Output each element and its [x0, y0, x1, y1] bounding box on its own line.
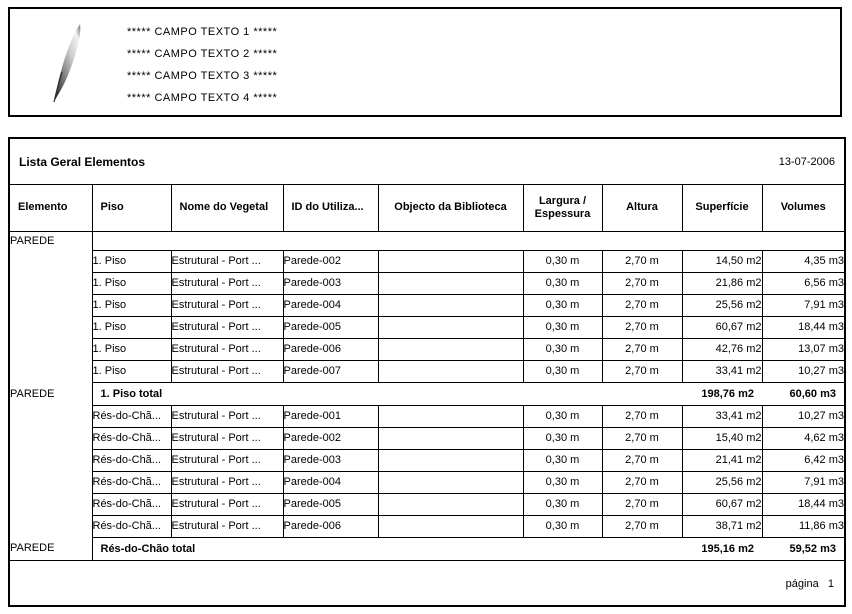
- table-row: [10, 294, 844, 316]
- vegetal-cell: Estrutural - Port ...: [171, 515, 283, 537]
- col-header-id-do-utilizador: ID do Utiliza...: [283, 185, 378, 231]
- id-cell: Parede-002: [283, 250, 378, 272]
- id-cell: Parede-006: [283, 338, 378, 360]
- vegetal-cell: Estrutural - Port ...: [171, 272, 283, 294]
- elemento-cell: [10, 449, 92, 471]
- id-cell: Parede-003: [283, 449, 378, 471]
- group-row-spacer: [92, 231, 844, 250]
- superficie-cell: 25,56 m2: [682, 471, 762, 493]
- col-header-piso: Piso: [92, 185, 171, 231]
- volume-cell: 6,56 m3: [762, 272, 844, 294]
- report-date: 13-07-2006: [778, 155, 835, 168]
- table-row: [10, 316, 844, 338]
- largura-cell: 0,30 m: [523, 515, 602, 537]
- letterhead-line: ***** CAMPO TEXTO 1 *****: [127, 26, 278, 38]
- group-row-parede: [10, 231, 844, 250]
- col-header-superficie: Superfície: [682, 185, 762, 231]
- volume-cell: 18,44 m3: [762, 493, 844, 515]
- col-header-elemento: Elemento: [10, 185, 92, 231]
- id-cell: Parede-006: [283, 515, 378, 537]
- report-title: Lista Geral Elementos: [19, 154, 146, 169]
- table-row: [10, 272, 844, 294]
- largura-cell: 0,30 m: [523, 493, 602, 515]
- col-header-objecto-da-biblioteca: Objecto da Biblioteca: [378, 185, 523, 231]
- id-cell: Parede-004: [283, 294, 378, 316]
- piso-cell: 1. Piso: [92, 294, 171, 316]
- altura-cell: 2,70 m: [602, 493, 682, 515]
- subtotal-label: Rés-do-Chão total: [92, 537, 682, 560]
- volume-cell: 10,27 m3: [762, 360, 844, 382]
- feather-icon: [46, 20, 86, 104]
- vegetal-cell: Estrutural - Port ...: [171, 294, 283, 316]
- superficie-cell: 60,67 m2: [682, 493, 762, 515]
- piso-cell: 1. Piso: [92, 250, 171, 272]
- largura-cell: 0,30 m: [523, 338, 602, 360]
- piso-cell: Rés-do-Chã...: [92, 515, 171, 537]
- col-header-largura-espessura: [523, 185, 602, 231]
- volume-cell: 13,07 m3: [762, 338, 844, 360]
- elemento-cell: PAREDE: [10, 382, 92, 405]
- id-cell: Parede-003: [283, 272, 378, 294]
- superficie-cell: 42,76 m2: [682, 338, 762, 360]
- objecto-cell: [378, 294, 523, 316]
- piso-cell: Rés-do-Chã...: [92, 493, 171, 515]
- vegetal-cell: Estrutural - Port ...: [171, 449, 283, 471]
- vegetal-cell: Estrutural - Port ...: [171, 427, 283, 449]
- vegetal-cell: Estrutural - Port ...: [171, 250, 283, 272]
- largura-cell: 0,30 m: [523, 471, 602, 493]
- superficie-cell: 14,50 m2: [682, 250, 762, 272]
- table-row: [10, 427, 844, 449]
- elemento-cell: [10, 515, 92, 537]
- letterhead-line: ***** CAMPO TEXTO 2 *****: [127, 48, 278, 60]
- subtotal-row-piso1: [10, 382, 844, 405]
- superficie-cell: 15,40 m2: [682, 427, 762, 449]
- letterhead-lines: [127, 21, 277, 109]
- objecto-cell: [378, 316, 523, 338]
- volume-cell: 7,91 m3: [762, 294, 844, 316]
- altura-cell: 2,70 m: [602, 250, 682, 272]
- largura-cell: 0,30 m: [523, 272, 602, 294]
- table-row: [10, 250, 844, 272]
- subtotal-row-res-do-chao: [10, 537, 844, 560]
- superficie-cell: 33,41 m2: [682, 360, 762, 382]
- largura-cell: 0,30 m: [523, 316, 602, 338]
- largura-cell: 0,30 m: [523, 250, 602, 272]
- id-cell: Parede-007: [283, 360, 378, 382]
- superficie-cell: 21,86 m2: [682, 272, 762, 294]
- volume-cell: 4,62 m3: [762, 427, 844, 449]
- id-cell: Parede-002: [283, 427, 378, 449]
- vegetal-cell: Estrutural - Port ...: [171, 471, 283, 493]
- page-number: página 1: [785, 578, 834, 590]
- vegetal-cell: Estrutural - Port ...: [171, 316, 283, 338]
- volume-cell: 7,91 m3: [762, 471, 844, 493]
- col-header-largura-line1: Largura /: [538, 194, 587, 207]
- subtotal-volume: 59,52 m3: [762, 537, 844, 560]
- subtotal-volume: 60,60 m3: [762, 382, 844, 405]
- superficie-cell: 21,41 m2: [682, 449, 762, 471]
- altura-cell: 2,70 m: [602, 360, 682, 382]
- objecto-cell: [378, 449, 523, 471]
- subtotal-superficie: 198,76 m2: [682, 382, 762, 405]
- elemento-cell: [10, 294, 92, 316]
- subtotal-label: 1. Piso total: [92, 382, 682, 405]
- elemento-cell: PAREDE: [10, 537, 92, 560]
- altura-cell: 2,70 m: [602, 427, 682, 449]
- id-cell: Parede-004: [283, 471, 378, 493]
- altura-cell: 2,70 m: [602, 316, 682, 338]
- piso-cell: Rés-do-Chã...: [92, 471, 171, 493]
- volume-cell: 6,42 m3: [762, 449, 844, 471]
- volume-cell: 18,44 m3: [762, 316, 844, 338]
- altura-cell: 2,70 m: [602, 471, 682, 493]
- elemento-cell: [10, 316, 92, 338]
- col-header-volumes: Volumes: [762, 185, 844, 231]
- largura-cell: 0,30 m: [523, 360, 602, 382]
- objecto-cell: [378, 405, 523, 427]
- elements-table: [10, 185, 844, 561]
- table-row: [10, 471, 844, 493]
- elemento-cell: [10, 250, 92, 272]
- elemento-cell: [10, 405, 92, 427]
- objecto-cell: [378, 338, 523, 360]
- elemento-cell: [10, 493, 92, 515]
- superficie-cell: 38,71 m2: [682, 515, 762, 537]
- volume-cell: 10,27 m3: [762, 405, 844, 427]
- objecto-cell: [378, 360, 523, 382]
- col-header-largura-line2: Espessura: [534, 207, 591, 220]
- table-row: [10, 405, 844, 427]
- altura-cell: 2,70 m: [602, 294, 682, 316]
- largura-cell: 0,30 m: [523, 427, 602, 449]
- largura-cell: 0,30 m: [523, 449, 602, 471]
- largura-cell: 0,30 m: [523, 405, 602, 427]
- superficie-cell: 33,41 m2: [682, 405, 762, 427]
- objecto-cell: [378, 272, 523, 294]
- vegetal-cell: Estrutural - Port ...: [171, 360, 283, 382]
- table-row: [10, 360, 844, 382]
- piso-cell: 1. Piso: [92, 338, 171, 360]
- letterhead-box: [8, 7, 842, 117]
- subtotal-superficie: 195,16 m2: [682, 537, 762, 560]
- elemento-cell: [10, 272, 92, 294]
- report-title-row: [10, 139, 844, 185]
- col-header-altura: Altura: [602, 185, 682, 231]
- piso-cell: 1. Piso: [92, 360, 171, 382]
- id-cell: Parede-005: [283, 316, 378, 338]
- altura-cell: 2,70 m: [602, 449, 682, 471]
- objecto-cell: [378, 471, 523, 493]
- vegetal-cell: Estrutural - Port ...: [171, 405, 283, 427]
- letterhead-line: ***** CAMPO TEXTO 4 *****: [127, 92, 278, 104]
- objecto-cell: [378, 493, 523, 515]
- id-cell: Parede-005: [283, 493, 378, 515]
- piso-cell: 1. Piso: [92, 316, 171, 338]
- vegetal-cell: Estrutural - Port ...: [171, 493, 283, 515]
- table-row: [10, 338, 844, 360]
- elemento-cell: [10, 360, 92, 382]
- elemento-cell: [10, 338, 92, 360]
- table-header-row: [10, 185, 844, 231]
- altura-cell: 2,70 m: [602, 515, 682, 537]
- table-row: [10, 493, 844, 515]
- elemento-cell: [10, 427, 92, 449]
- objecto-cell: [378, 250, 523, 272]
- piso-cell: Rés-do-Chã...: [92, 427, 171, 449]
- elemento-cell: [10, 471, 92, 493]
- piso-cell: Rés-do-Chã...: [92, 449, 171, 471]
- altura-cell: 2,70 m: [602, 405, 682, 427]
- volume-cell: 4,35 m3: [762, 250, 844, 272]
- altura-cell: 2,70 m: [602, 272, 682, 294]
- altura-cell: 2,70 m: [602, 338, 682, 360]
- piso-cell: 1. Piso: [92, 272, 171, 294]
- superficie-cell: 60,67 m2: [682, 316, 762, 338]
- objecto-cell: [378, 427, 523, 449]
- objecto-cell: [378, 515, 523, 537]
- table-row: [10, 515, 844, 537]
- superficie-cell: 25,56 m2: [682, 294, 762, 316]
- largura-cell: 0,30 m: [523, 294, 602, 316]
- table-row: [10, 449, 844, 471]
- letterhead-line: ***** CAMPO TEXTO 3 *****: [127, 70, 278, 82]
- vegetal-cell: Estrutural - Port ...: [171, 338, 283, 360]
- id-cell: Parede-001: [283, 405, 378, 427]
- volume-cell: 11,86 m3: [762, 515, 844, 537]
- piso-cell: Rés-do-Chã...: [92, 405, 171, 427]
- col-header-nome-do-vegetal: Nome do Vegetal: [171, 185, 283, 231]
- report-frame: [8, 137, 846, 607]
- elemento-cell: PAREDE: [10, 231, 92, 250]
